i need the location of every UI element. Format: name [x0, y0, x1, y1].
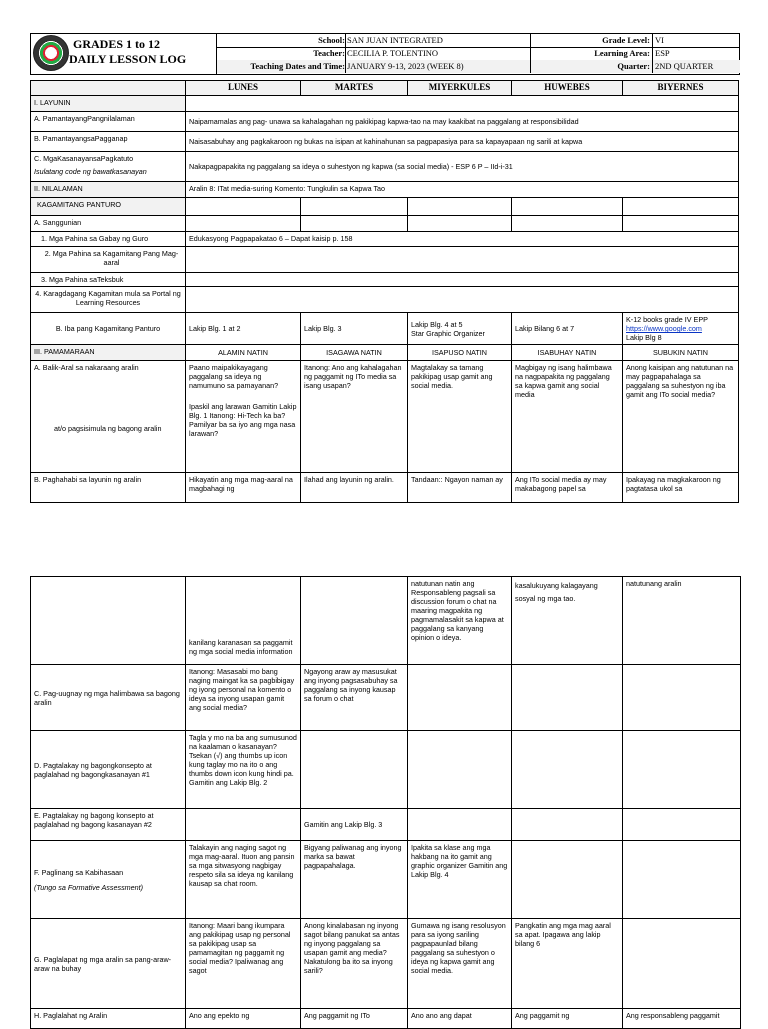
dates-label: Teaching Dates and Time: [250, 61, 345, 71]
continuation-label-blank [31, 577, 186, 665]
grade-label: Grade Level: [602, 35, 650, 45]
iba-kagamitan-wed [408, 313, 512, 345]
iba-kagamitan-fri [623, 313, 739, 345]
paghahabi-tue: Ilahad ang layunin ng aralin. [301, 473, 408, 503]
day-header-tue: MARTES [301, 81, 408, 96]
phase-mon: ALAMIN NATIN [186, 345, 301, 361]
row-label-pag-uugnay: C. Pag-uugnay ng mga halimbawa sa bagong aralin [31, 665, 186, 731]
row-label-paglalapat: G. Paglalapat ng mga aralin sa pang-araw-araw na buhay [31, 919, 186, 1009]
balik-aral-label-2: at/o pagsisimula ng bagong aralin [54, 424, 162, 433]
teacher-label: Teacher: [313, 48, 345, 58]
section-kagamitang-panturo: KAGAMITANG PANTURO [31, 198, 186, 216]
balik-aral-tue: Itanong: Ano ang kahalagahan ng paggamit ng ITo media sa isang usapan? [301, 361, 408, 473]
header-info-grid [216, 34, 740, 74]
paglinang-sublabel: (Tungo sa Formative Assessment) [34, 882, 144, 892]
row-label-paglinang [31, 841, 186, 919]
nilalaman-text: Aralin 8: ITat media-suring Komento: Tungkulin sa Kapwa Tao [186, 182, 739, 198]
quarter-label: Quarter: [617, 61, 650, 71]
paglinang-label: F. Paglinang sa Kabihasaan [34, 867, 124, 877]
title-line-2: DAILY LESSON LOG [69, 52, 187, 66]
header-row-teacher [217, 47, 740, 61]
paghahabi-wed: Tandaan:: Ngayon naman ay [408, 473, 512, 503]
balik-aral-label: A. Balik-Aral sa nakaraang aralin [34, 363, 139, 372]
row-label-sanggunian: A. Sanggunian [31, 216, 186, 232]
paglalahat-thu: Ang paggamit ng [512, 1009, 623, 1029]
dates-value: JANUARY 9-13, 2023 (WEEK 8) [347, 61, 464, 71]
kasanayan-label: C. MgaKasanayansaPagkatuto [34, 154, 134, 163]
section-pamamaraan: III. PAMAMARAAN [31, 345, 186, 361]
pagtalakay-1-mon: Tagla y mo na ba ang sumusunod na kaalaman o kasanayan? Tsekan (√) ang thumbs up icon kung taglay mo na ito o ang thumbs down icon kung hindi pa. Gamitin ang Lakip Blg. 2 [186, 731, 301, 809]
paglinang-tue: Bigyang paliwanag ang inyong marka sa bawat pagpapahalaga. [301, 841, 408, 919]
row-label-kagamitang-mag-aaral: 2. Mga Pahina sa Kagamitang Pang Mag-aaral [31, 247, 186, 273]
balik-aral-mon-2: Ipaskil ang larawan Gamitin Lakip Blg. 1 Itanong: Hi-Tech ka ba? Pamilyar ba sa iyo ang mga nasa larawan? [189, 402, 297, 438]
lesson-table-part-1 [30, 80, 739, 503]
row-label-gabay-guro: 1. Mga Pahina sa Gabay ng Guro [31, 232, 186, 247]
header-block [30, 33, 740, 75]
row-label-pamantayang-pangnilalaman: A. PamantayangPangnilalaman [31, 112, 186, 132]
pag-uugnay-mon: Itanong: Masasabi mo bang naging maingat ka sa pagbibigay ng iyong personal na komento o ideya sa inyong usapan gamit ang social media? [186, 665, 301, 731]
paghahabi-mon: Hikayatin ang mga mag-aaral na magbahagi ng [186, 473, 301, 503]
iba-kagamitan-fri-line3: Lakip Blg 8 [626, 333, 662, 342]
iba-kagamitan-fri-line1: K-12 books grade IV EPP [626, 315, 708, 324]
row-label-teksbuk: 3. Mga Pahina saTeksbuk [31, 273, 186, 287]
paglalahat-wed: Ano ano ang dapat [408, 1009, 512, 1029]
row-label-pagtalakay-2: E. Pagtalakay ng bagong konsepto at paglalahad ng bagong kasanayan #2 [31, 809, 186, 841]
kasanayan-sublabel: Isulatang code ng bawatkasanayan [34, 167, 147, 176]
iba-kagamitan-mon: Lakip Blg. 1 at 2 [186, 313, 301, 345]
balik-aral-fri: Anong kaisipan ang natutunan na may pagpapahalaga sa paggalang sa suhestyon ng iba gamit ang ITo social media? [623, 361, 739, 473]
paghahabi-thu: Ang ITo social media ay may makabagong papel sa [512, 473, 623, 503]
lesson-table-part-2 [30, 576, 741, 1029]
section-layunin: I. LAYUNIN [31, 96, 186, 112]
day-header-fri: BIYERNES [623, 81, 739, 96]
section-nilalaman: II. NILALAMAN [31, 182, 186, 198]
continuation-fri: natutunang aralin [623, 577, 741, 665]
row-label-pamantayang-pagganap: B. PamantayangsaPagganap [31, 132, 186, 152]
iba-kagamitan-wed-line2: Star Graphic Organizer [411, 328, 485, 338]
deped-seal-icon [33, 35, 69, 71]
row-label-balik-aral [31, 361, 186, 473]
grade-value: VI [655, 35, 664, 45]
gabay-guro-text: Edukasyong Pagpapakatao 6 – Dapat kaisip p. 158 [186, 232, 739, 247]
phase-tue: ISAGAWA NATIN [301, 345, 408, 361]
day-header-thu: HUWEBES [512, 81, 623, 96]
paglalapat-tue: Anong kinalabasan ng inyong sagot bilang panukat sa antas ng inyong paggalang sa usapan gamit ang media? Nakatulong ba ito sa inyong sarili? [301, 919, 408, 1009]
paglalapat-mon: Itanong: Maari bang ikumpara ang pakikipag usap ng personal sa pakikipag usap sa pamamagitan ng paggamit ng social media? Ipaliwanag ang sagot [186, 919, 301, 1009]
row-label-iba-pang-kagamitan: B. Iba pang Kagamitang Panturo [31, 313, 186, 345]
continuation-wed: natutunan natin ang Responsableng pagsali sa discussion forum o chat na maaring magpakita ng pagmamalasakit sa kapwa at paggalang sa kanyang opinion o ideya. [408, 577, 512, 665]
paglinang-wed: Ipakita sa klase ang mga hakbang na ito gamit ang graphic organizer Gamitin ang Lakip Blg. 4 [408, 841, 512, 919]
phase-thu: ISABUHAY NATIN [512, 345, 623, 361]
day-header-row [31, 81, 739, 96]
paghahabi-fri: Ipakayag na magkakaroon ng pagtatasa ukol sa [623, 473, 739, 503]
google-link[interactable]: https://www.google.com [626, 324, 702, 333]
paglalahat-tue: Ang paggamit ng ITo [301, 1009, 408, 1029]
row-label-pagtalakay-1: D. Pagtalakay ng bagongkonsepto at paglalahad ng bagongkasanayan #1 [31, 731, 186, 809]
iba-kagamitan-wed-line1: Lakip Blg. 4 at 5 [411, 319, 463, 329]
pag-uugnay-tue: Ngayong araw ay masusukat ang inyong pagsasabuhay sa paggalang sa inyong kausap sa forum o chat [301, 665, 408, 731]
learning-area-label: Learning Area: [594, 48, 650, 58]
iba-kagamitan-thu: Lakip Bilang 6 at 7 [512, 313, 623, 345]
school-value: SAN JUAN INTEGRATED [347, 35, 443, 45]
school-label: School: [318, 35, 345, 45]
row-label-kasanayan [31, 152, 186, 182]
row-label-paghahabi: B. Paghahabi sa layunin ng aralin [31, 473, 186, 503]
header-row-dates [217, 60, 740, 73]
layunin-blank [186, 96, 739, 112]
learning-area-value: ESP [655, 48, 670, 58]
day-header-wed: MIYERKULES [408, 81, 512, 96]
quarter-value: 2ND QUARTER [655, 61, 714, 71]
continuation-tue [301, 577, 408, 665]
paglinang-mon: Talakayin ang naging sagot ng mga mag-aaral. Ituon ang pansin sa mga sitwasyong nagbigay respeto sila sa ideya ng kanilang kausap sa chat room. [186, 841, 301, 919]
balik-aral-thu: Magbigay ng isang halimbawa na nagpapakita ng paggalang sa kapwa gamit ang social media [512, 361, 623, 473]
row-label-paglalahat: H. Paglalahat ng Aralin [31, 1009, 186, 1029]
pamantayang-pagganap-text: Naisasabuhay ang pagkakaroon ng bukas na isipan at kahinahunan sa pagpapasiya para sa kapayapaan ng sarili at kapwa [186, 132, 739, 152]
paglalahat-mon: Ano ang epekto ng [186, 1009, 301, 1029]
title-line-1: GRADES 1 to 12 [73, 37, 161, 51]
pamantayang-pangnilalaman-text: Naipamamalas ang pag- unawa sa kahalagahan ng pakikipag kapwa-tao na may kaakibat na paggalang at responsibilidad [186, 112, 739, 132]
document-title [69, 37, 215, 67]
day-header-mon: LUNES [186, 81, 301, 96]
phase-wed: ISAPUSO NATIN [408, 345, 512, 361]
paglalapat-thu: Pangkatin ang mga mag aaral sa apat. Ipagawa ang lakip bilang 6 [512, 919, 623, 1009]
header-row-school [217, 34, 740, 48]
kasanayan-text: Nakapagpapakita ng paggalang sa ideya o suhestyon ng kapwa (sa social media) - ESP 6 P – IId-i-31 [186, 152, 739, 182]
iba-kagamitan-tue: Lakip Blg. 3 [301, 313, 408, 345]
phase-fri: SUBUKIN NATIN [623, 345, 739, 361]
pagtalakay-2-tue: Gamitin ang Lakip Blg. 3 [301, 809, 408, 841]
continuation-mon: kanilang karanasan sa paggamit ng mga social media information [186, 577, 301, 665]
teacher-value: CECILIA P. TOLENTINO [347, 48, 439, 58]
blank-header-cell [31, 81, 186, 96]
balik-aral-mon-1: Paano maipakikayagang paggalang sa ideya ng namumuno sa pamayanan? [189, 363, 279, 390]
row-label-learning-resources: 4. Karagdagang Kagamitan mula sa Portal ng Learning Resources [31, 287, 186, 313]
paglalahat-fri: Ang responsableng paggamit [623, 1009, 741, 1029]
balik-aral-mon [186, 361, 301, 473]
paglalapat-wed: Gumawa ng isang resolusyon para sa iyong sariling pagpapaunlad bilang paggalang sa suhestyon o ideya ng kapwa gamit ang social media. [408, 919, 512, 1009]
balik-aral-wed: Magtalakay sa tamang pakikipag usap gamit ang social media. [408, 361, 512, 473]
continuation-thu: kasalukuyang kalagayang sosyal ng mga tao. [512, 577, 623, 665]
